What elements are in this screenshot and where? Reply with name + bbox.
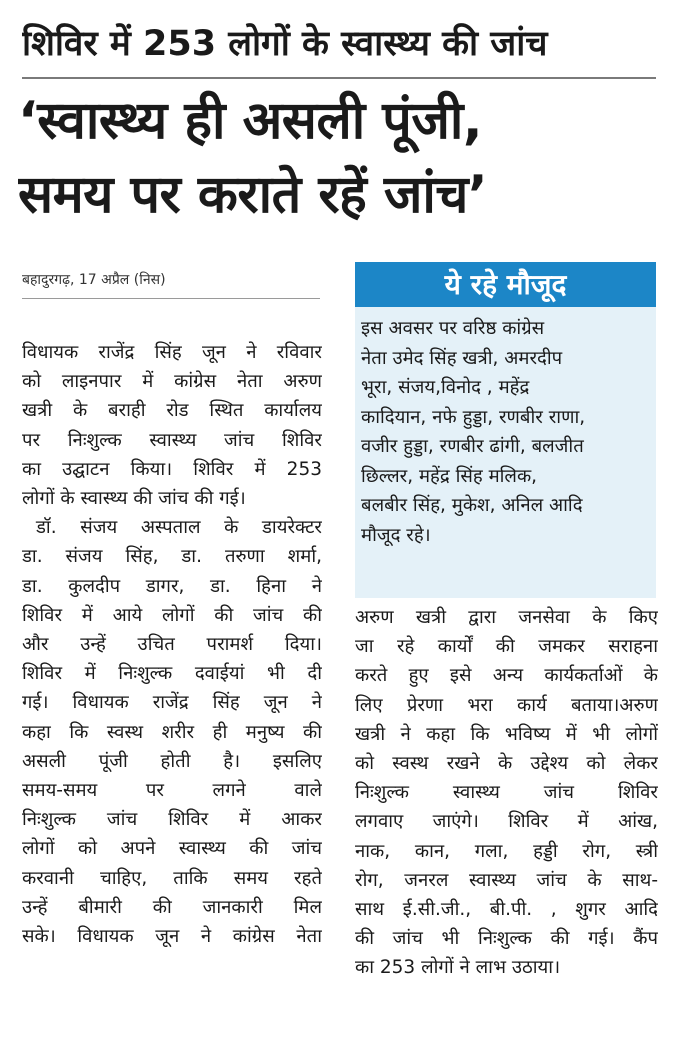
article-line: साथ ई.सी.जी., बी.पी. , शुगर आदि <box>355 899 658 921</box>
box-line: बलबीर सिंह, मुकेश, अनिल आदि <box>361 495 583 516</box>
article-line: को स्वस्थ रखने के उद्देश्य को लेकर <box>355 753 658 775</box>
article-line: नाक, कान, गला, हड्डी रोग, स्त्री <box>355 840 658 862</box>
article-line: रोग, जनरल स्वास्थ्य जांच के साथ- <box>355 869 658 891</box>
article-line: गई। विधायक राजेंद्र सिंह जून ने <box>22 692 322 714</box>
article-line: करते हुए इसे अन्य कार्यकर्ताओं के <box>355 665 658 687</box>
box-line: छिल्लर, महेंद्र सिंह मलिक, <box>361 465 538 487</box>
box-line: नेता उमेद सिंह खत्री, अमरदीप <box>361 347 563 369</box>
article-line: कहा कि स्वस्थ शरीर ही मनुष्य की <box>22 721 322 743</box>
article-line: पर निःशुल्क स्वास्थ्य जांच शिविर <box>22 429 322 451</box>
box-line: वजीर हुड्डा, रणबीर ढांगी, बलजीत <box>361 436 584 457</box>
article-line: की जांच भी निःशुल्क की गई। कैंप <box>355 928 658 950</box>
article-line: डॉ. संजय अस्पताल के डायरेक्टर <box>36 517 322 539</box>
main-headline <box>18 84 668 232</box>
article-line: असली पूंजी होती है। इसलिए <box>22 750 322 772</box>
headline-divider <box>22 77 656 79</box>
article-line: समय-समय पर लगने वाले <box>22 780 322 802</box>
article-line: निःशुल्क जांच शिविर में आकर <box>22 809 322 831</box>
article-line: शिविर में निःशुल्क दवाईयां भी दी <box>22 663 322 685</box>
article-line: खत्री के बराही रोड स्थित कार्यालय <box>22 400 322 422</box>
article-line: लगवाए जाएंगे। शिविर में आंख, <box>355 811 658 833</box>
article-line: विधायक राजेंद्र सिंह जून ने रविवार <box>22 342 322 363</box>
article-line: निःशुल्क स्वास्थ्य जांच शिविर <box>355 782 658 804</box>
headline-line-2: समय पर कराते रहें जांच’ <box>18 165 488 225</box>
article-right-column <box>355 603 658 983</box>
article-left-column <box>22 338 322 951</box>
kicker-headline: शिविर में 253 लोगों के स्वास्थ्य की जांच <box>22 24 548 64</box>
article-line: लोगों के स्वास्थ्य की जांच की गई। <box>22 488 246 510</box>
article-line: शिविर में आये लोगों की जांच की <box>22 604 322 626</box>
box-line: कादियान, नफे हुड्डा, रणबीर राणा, <box>361 406 586 428</box>
article-line: लोगों को अपने स्वास्थ्य की जांच <box>22 838 322 860</box>
article-line: को लाइनपार में कांग्रेस नेता अरुण <box>22 371 322 393</box>
article-line: उन्हें बीमारी की जानकारी मिल <box>22 896 322 918</box>
article-line: डा. कुलदीप डागर, डा. हिना ने <box>22 575 322 597</box>
article-line: का उद्घाटन किया। शिविर में 253 <box>22 458 322 480</box>
box-line: भूरा, संजय,विनोद , महेंद्र <box>361 377 530 398</box>
article-line: अरुण खत्री द्वारा जनसेवा के किए <box>355 607 658 628</box>
article-line: करवानी चाहिए, ताकि समय रहते <box>22 867 322 889</box>
attendees-box-title: ये रहे मौजूद <box>355 262 656 307</box>
attendees-box-body <box>361 314 651 550</box>
headline-line-1: ‘स्वास्थ्य ही असली पूंजी, <box>18 91 483 151</box>
dateline: बहादुरगढ़, 17 अप्रैल (निस) <box>22 272 166 288</box>
article-line: का 253 लोगों ने लाभ उठाया। <box>355 957 561 979</box>
box-line: इस अवसर पर वरिष्ठ कांग्रेस <box>361 318 545 339</box>
article-line: सके। विधायक जून ने कांग्रेस नेता <box>22 926 322 948</box>
attendees-box <box>355 262 656 598</box>
article-line: और उन्हें उचित परामर्श दिया। <box>22 634 322 656</box>
article-line: खत्री ने कहा कि भविष्य में भी लोगों <box>355 723 658 745</box>
article-line: जा रहे कार्यों की जमकर सराहना <box>355 636 658 658</box>
article-line: डा. संजय सिंह, डा. तरुणा शर्मा, <box>22 546 322 568</box>
article-line: लिए प्रेरणा भरा कार्य बताया।अरुण <box>355 694 658 716</box>
dateline-divider <box>22 298 320 299</box>
box-line: मौजूद रहे। <box>361 524 431 546</box>
